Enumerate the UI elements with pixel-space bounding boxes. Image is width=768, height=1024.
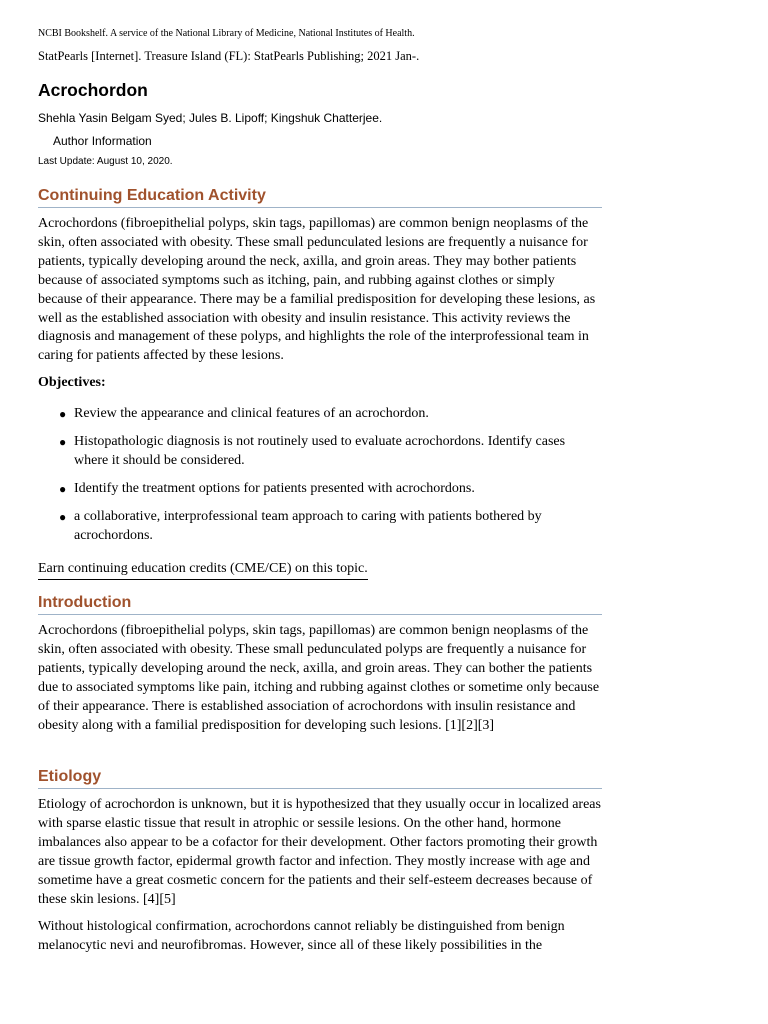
section-paragraph: Acrochordons (fibroepithelial polyps, skin tags, papillomas) are common benign neoplasms of the skin, often associated with obesity. These small pedunculated polyps are frequently a nuisance for patients, typically developing around the neck, axilla, and groin areas. They can bother the patients due to associated symptoms like pain, itching and rubbing against clothes or sometime only because of their appearance. There is established association of acrochordons with insulin resistance and obesity along with a familial predisposition for developing such lesions. [1][2][3] — [38, 623, 600, 733]
bullet-icon: ● — [59, 482, 67, 496]
bullet-icon: ● — [59, 510, 67, 524]
bullet-icon: ● — [59, 407, 67, 421]
bookshelf-line: NCBI Bookshelf. A service of the National Library of Medicine, National Institutes of Health. — [38, 28, 415, 39]
page-title: Acrochordon — [38, 80, 148, 100]
section-etiology — [38, 767, 602, 956]
author-information-toggle[interactable]: Author Information — [53, 134, 152, 148]
bullet-icon: ● — [59, 435, 67, 449]
list-item: ● Identify the treatment options for patients presented with acrochordons. — [38, 480, 602, 499]
section-paragraph: Etiology of acrochordon is unknown, but it is hypothesized that they usually occur in localized areas with sparse elastic tissue that result in atrophic or sessile lesions. On the other hand, hormone imbalances also appear to be a cofactor for their development. Other factors promoting their growth are tissue growth factor, epidermal growth factor and infection. They mostly increase with age and sometime have a great cosmetic concern for the patients and their self-esteem decreases because of these skin lesions. [4][5] — [38, 797, 601, 907]
last-update: Last Update: August 10, 2020. — [38, 156, 173, 167]
section-heading: Continuing Education Activity — [38, 186, 602, 208]
author-list[interactable]: Shehla Yasin Belgam Syed; Jules B. Lipoff; Kingshuk Chatterjee. — [38, 111, 383, 125]
objectives-label: Objectives: — [38, 375, 106, 391]
section-paragraph: Acrochordons (fibroepithelial polyps, skin tags, papillomas) are common benign neoplasms of the skin, often associated with obesity. These small pedunculated lesions are frequently a nuisance for patients, typically developing around the neck, axilla, and groin areas. They may bother patients because of associated symptoms such as itching, pain, and rubbing against clothes or simply because of their appearance. There may be a familial predisposition for developing these lesions, as well as the established association with obesity and insulin resistance. This activity reviews the diagnosis and management of these polyps, and highlights the role of the interprofessional team in caring for patients affected by these lesions. — [38, 216, 596, 364]
section-heading: Introduction — [38, 593, 602, 615]
list-item: ● Review the appearance and clinical features of an acrochordon. — [38, 405, 602, 424]
section-introduction — [38, 593, 602, 735]
list-item: ● Histopathologic diagnosis is not routinely used to evaluate acrochordons. Identify cases where it should be considered. — [59, 434, 566, 468]
section-paragraph: Without histological confirmation, acrochordons cannot reliably be distinguished from benign melanocytic nevi and neurofibromas. However, since all of these likely possibilities in the — [38, 919, 565, 954]
cme-credits-link[interactable]: Earn continuing education credits (CME/CE) on this topic. — [38, 560, 368, 580]
citation-line: StatPearls [Internet]. Treasure Island (FL): StatPearls Publishing; 2021 Jan-. — [38, 49, 420, 63]
section-heading: Etiology — [38, 767, 602, 789]
list-item: ● a collaborative, interprofessional team approach to caring with patients bothered by acrochordons. — [59, 509, 542, 543]
section-continuing-education — [38, 186, 602, 393]
